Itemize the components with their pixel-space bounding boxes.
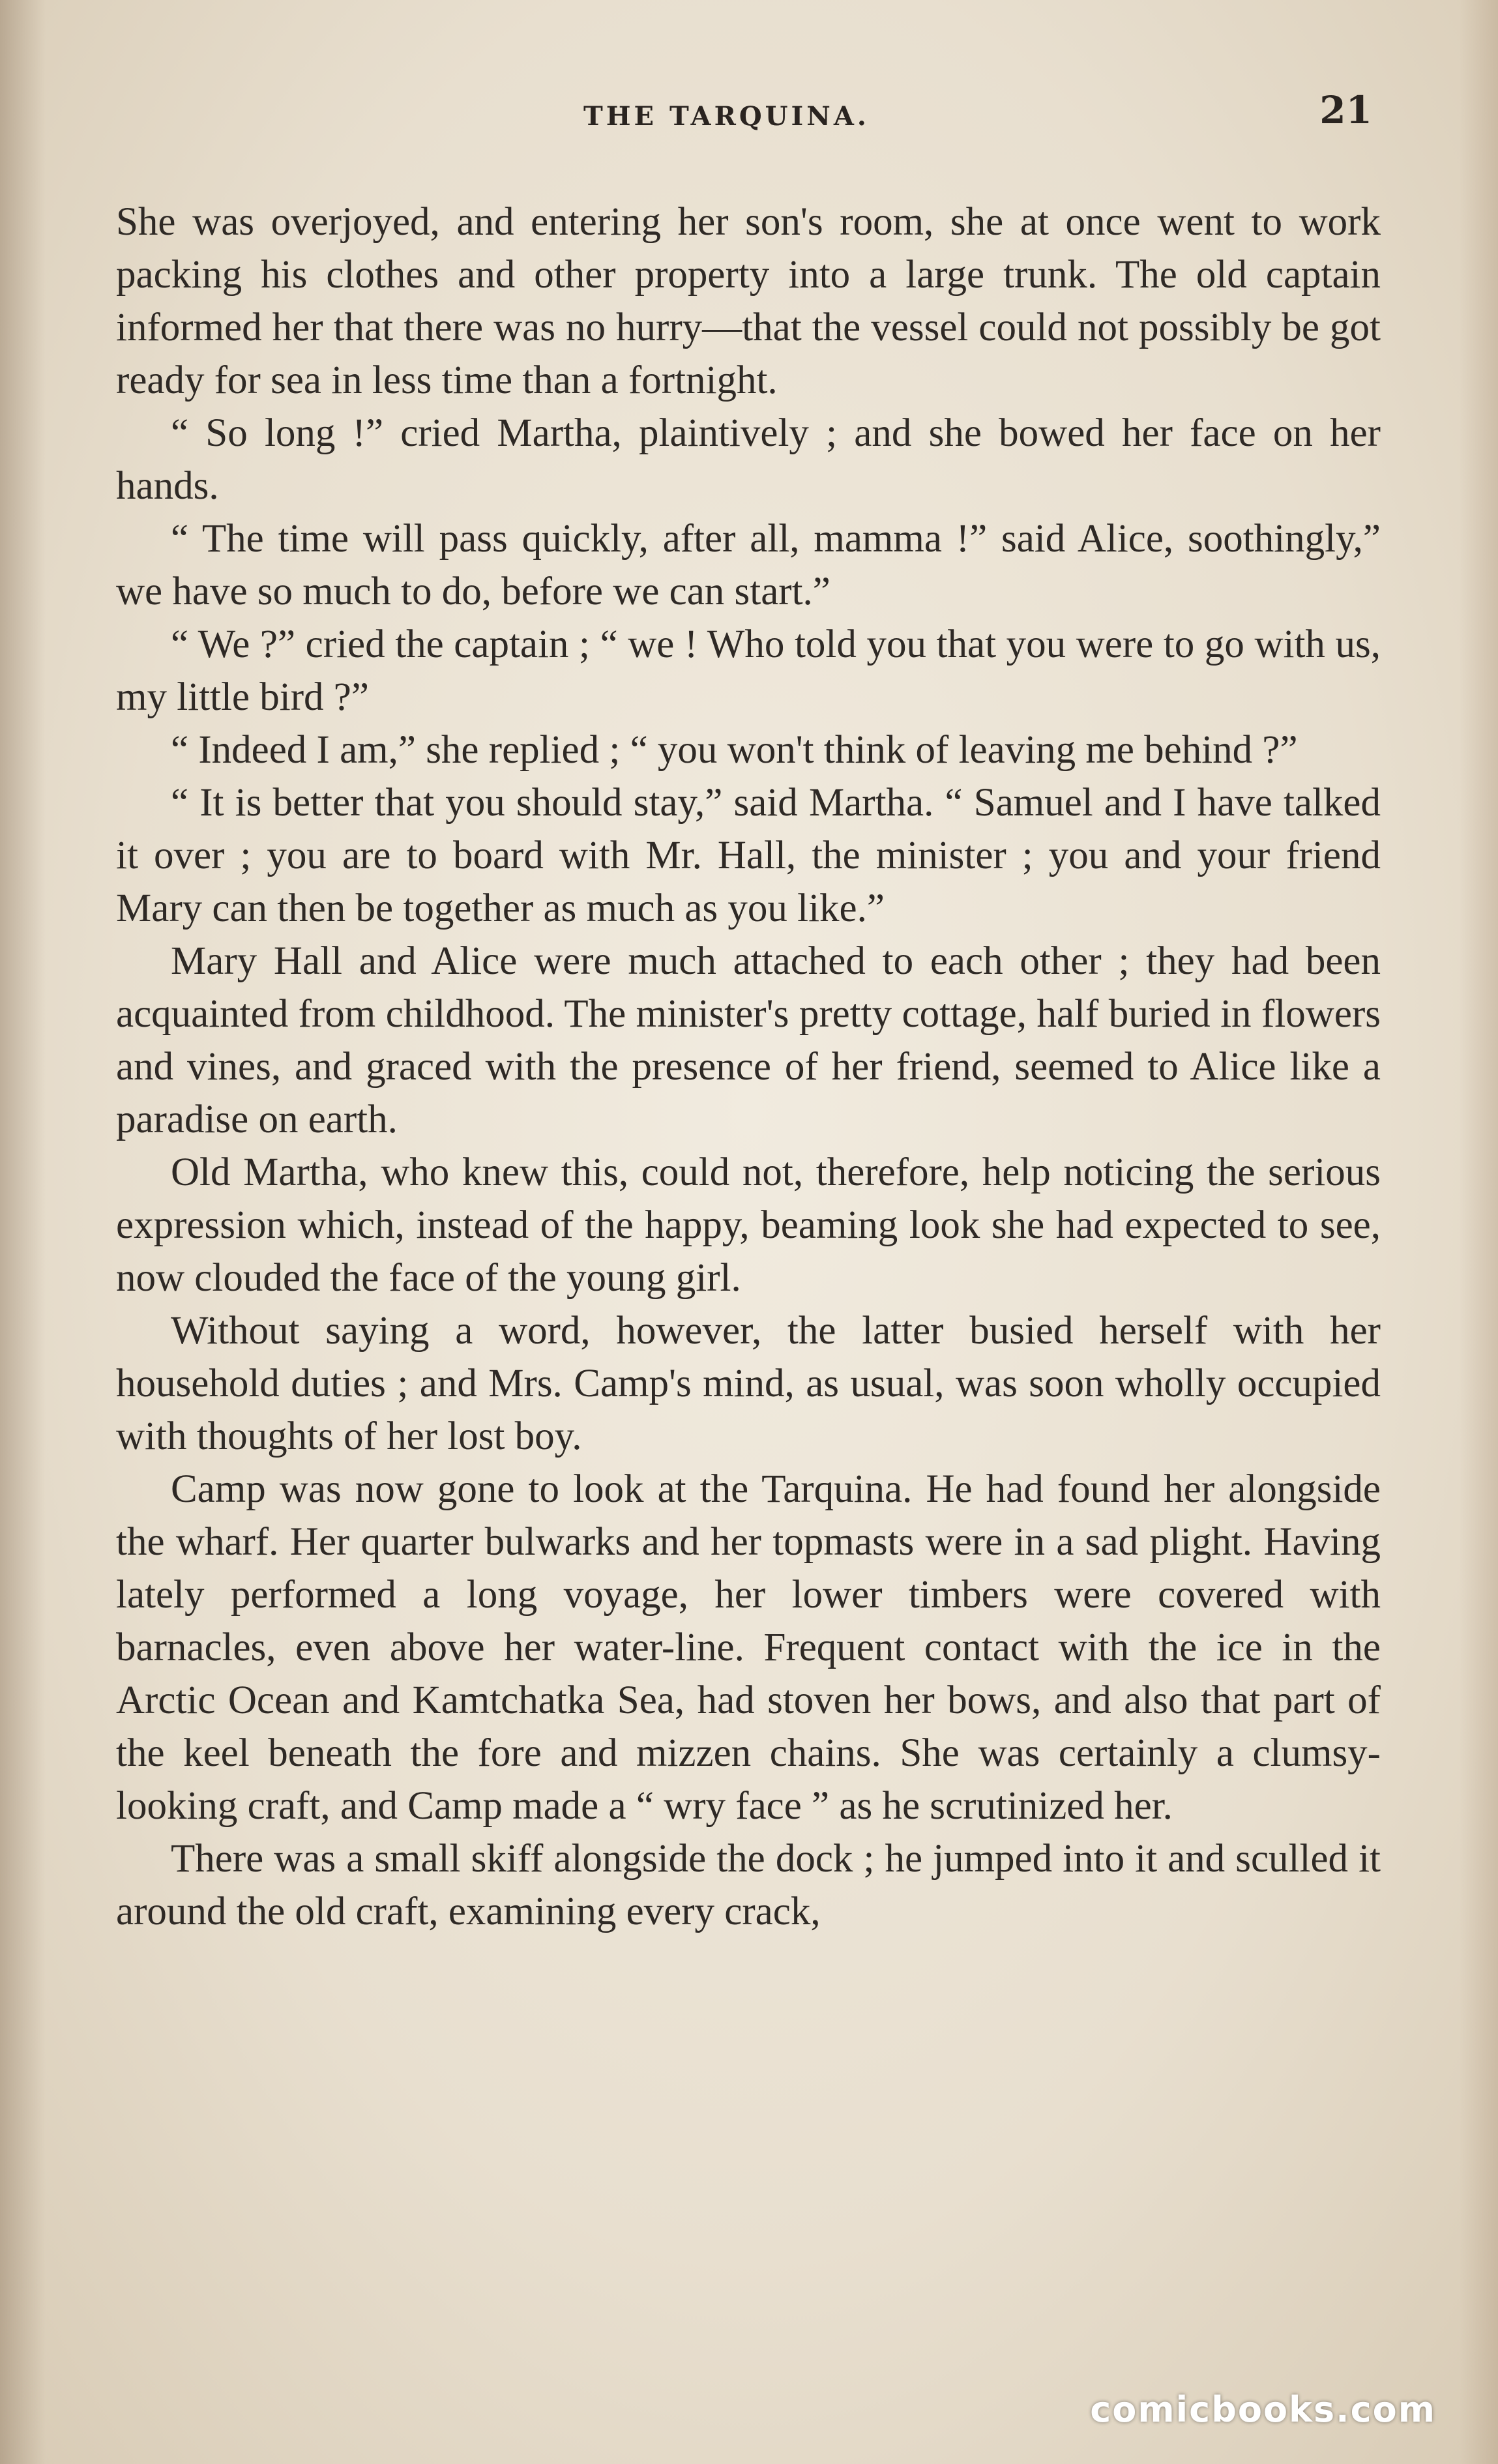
page-edge bbox=[1459, 0, 1498, 2464]
paragraph: Without saying a word, however, the latter busied herself with her household duties ; and Mrs. Camp's mind, as usual, was soon wholly occupied with thoughts of her lost boy. bbox=[116, 1309, 1381, 1458]
body-text bbox=[116, 196, 1381, 1938]
paragraph: “ Indeed I am,” she replied ; “ you won't think of leaving me behind ?” bbox=[171, 728, 1298, 772]
paragraph: “ We ?” cried the captain ; “ we ! Who told you that you were to go with us, my little bird ?” bbox=[116, 623, 1381, 719]
paragraph: Camp was now gone to look at the Tarquina. He had found her alongside the wharf. Her quarter bulwarks and her topmasts were in a sad plight. Having lately performed a long voyage, her lower timbers were covered with barnacles, even above her water-line. Frequent contact with the ice in the Arctic Ocean and Kamtchatka Sea, had stoven her bows, and also that part of the keel beneath the fore and mizzen chains. She was certainly a clumsy-looking craft, and Camp made a “ wry face ” as he scrutinized her. bbox=[116, 1467, 1381, 1828]
paragraph: Old Martha, who knew this, could not, therefore, help noticing the serious expression which, instead of the happy, beaming look she had expected to see, now clouded the face of the young girl. bbox=[116, 1151, 1381, 1300]
page-number: 21 bbox=[1319, 88, 1372, 132]
page-header bbox=[114, 88, 1372, 147]
watermark: comicbooks.com bbox=[1090, 2389, 1436, 2430]
paragraph: “ So long !” cried Martha, plaintively ; and she bowed her face on her hands. bbox=[116, 411, 1381, 508]
paragraph: She was overjoyed, and entering her son's room, she at once went to work packing his clothes and other property into a large trunk. The old captain informed her that there was no hurry—that the vessel could not possibly be got ready for sea in less time than a fortnight. bbox=[116, 200, 1381, 402]
paragraph: Mary Hall and Alice were much attached to each other ; they had been acquainted from childhood. The minister's pretty cottage, half buried in flowers and vines, and graced with the presence of her friend, seemed to Alice like a paradise on earth. bbox=[116, 939, 1381, 1141]
paragraph: “ The time will pass quickly, after all, mamma !” said Alice, soothingly,” we have so much to do, before we can start.” bbox=[116, 517, 1381, 613]
paragraph: There was a small skiff alongside the dock ; he jumped into it and sculled it around the old craft, examining every crack, bbox=[116, 1837, 1381, 1933]
paragraph: “ It is better that you should stay,” said Martha. “ Samuel and I have talked it over ; you are to board with Mr. Hall, the minister ; you and your friend Mary can then be together as much as you like.” bbox=[116, 781, 1381, 930]
running-title: THE TARQUINA. bbox=[583, 101, 870, 132]
binding-shadow bbox=[0, 0, 46, 2464]
